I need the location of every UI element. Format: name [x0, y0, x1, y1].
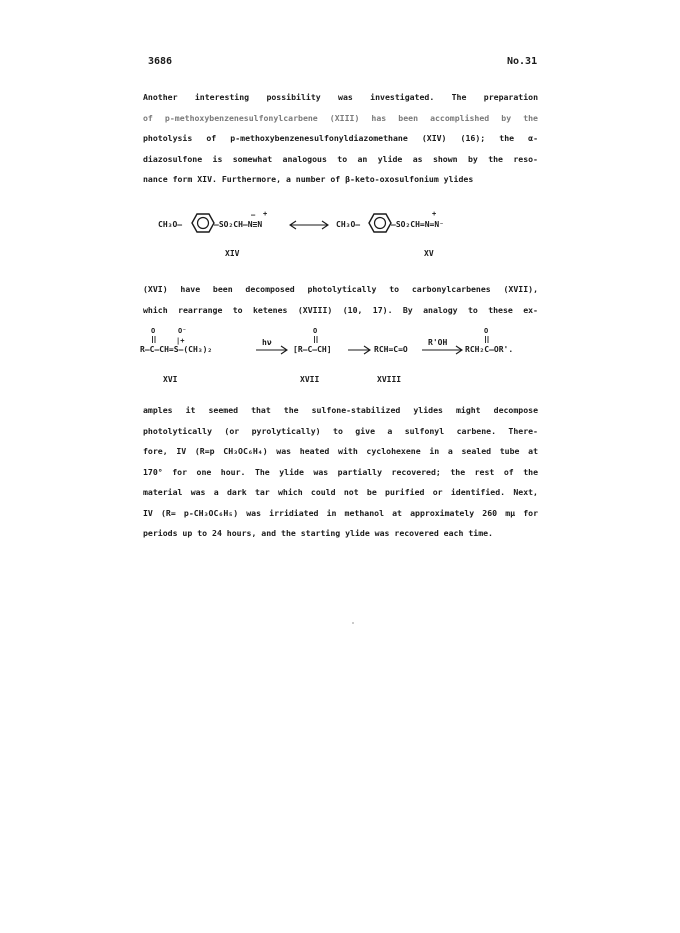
- text-line: periods up to 24 hours, and the starting ylide was recovered each time.: [143, 528, 493, 538]
- label-xiv: XIV: [225, 249, 240, 258]
- carbonyl-oxygen: O: [313, 327, 318, 335]
- carbonyl-oxygen: O: [484, 327, 489, 335]
- ketene-xviii: [374, 345, 408, 384]
- ylide-xvi: [140, 327, 212, 384]
- paragraph-1: [143, 87, 538, 190]
- text-line: fore, IV (R=p CH₃OC₆H₄) was heated with cyclohexene in a sealed tube at: [143, 446, 538, 456]
- scan-speck: [352, 622, 354, 624]
- carbene-xvii: [293, 327, 332, 384]
- resonance-scheme: [0, 204, 680, 273]
- resonance-arrow: [290, 221, 328, 229]
- structure-xv: [336, 210, 444, 258]
- methoxy-prefix: CH₃O–: [336, 220, 361, 229]
- reagent-label: R'OH: [428, 338, 448, 347]
- benzene-ring-icon: [369, 214, 391, 232]
- label-xvi: XVI: [163, 375, 178, 384]
- hv-label: hν: [262, 338, 272, 347]
- page-header: [0, 56, 680, 72]
- text-line: IV (R= p-CH₃OC₆H₅) was irridiated in methanol at approximately 260 mμ for: [143, 507, 538, 518]
- photolysis-arrow: [256, 338, 287, 354]
- structure-xiv: [158, 210, 267, 258]
- methoxy-prefix: CH₃O–: [158, 220, 183, 229]
- resonance-structures: [0, 204, 680, 269]
- ester-formula: RCH₂C–OR'.: [465, 345, 514, 354]
- text-line: amples it seemed that the sulfone-stabilized ylides might decompose: [143, 405, 538, 415]
- text-line: photolytically (or pyrolytically) to give a sulfonyl carbene. There-: [143, 425, 538, 436]
- label-xv: XV: [424, 249, 434, 258]
- text-line: which rearrange to ketenes (XVIII) (10, 17). By analogy to these ex-: [143, 304, 538, 315]
- sulfonyl-diazo-group: –SO₂CH=N=N⁻: [391, 220, 444, 229]
- carbonyl-oxygen: O: [151, 327, 156, 335]
- sulfonyl-diazo-group: –SO₂CH–N≡N: [214, 220, 263, 229]
- text-line: Another interesting possibility was investigated. The preparation: [143, 92, 538, 102]
- reaction-scheme: [0, 322, 680, 394]
- alcohol-arrow: [422, 338, 462, 354]
- issue-number: No.31: [507, 56, 538, 67]
- ester-product: [465, 327, 513, 354]
- text-line: nance form XIV. Furthermore, a number of β-keto-oxosulfonium ylides: [143, 174, 474, 184]
- carbene-formula: [R–C–CH]: [293, 345, 332, 354]
- reaction-sequence: [0, 322, 680, 390]
- sulfoxide-oxygen: O⁻: [178, 327, 187, 335]
- ketene-formula: RCH=C=O: [374, 345, 408, 354]
- ylide-formula: R–C–CH=S–(CH₃)₂: [140, 345, 213, 354]
- aromatic-circle-icon: [375, 218, 386, 229]
- text-line: material was a dark tar which could not be purified or identified. Next,: [143, 487, 538, 497]
- charge-plus: +: [432, 210, 437, 218]
- aromatic-circle-icon: [198, 218, 209, 229]
- text-line: photolysis of p-methoxybenzenesulfonyldiazomethane (XIV) (16); the α-: [143, 133, 538, 143]
- benzene-ring-icon: [192, 214, 214, 232]
- sulfonium-bond: |+: [176, 337, 185, 345]
- text-line: (XVI) have been decomposed photolytically to carbonylcarbenes (XVII),: [143, 284, 538, 294]
- label-xvii: XVII: [300, 375, 320, 384]
- page-number: 3686: [148, 56, 173, 67]
- paragraph-2: [143, 279, 538, 320]
- paragraph-3: [143, 400, 538, 544]
- text-line: 170° for one hour. The ylide was partially recovered; the rest of the: [143, 466, 538, 477]
- rearrangement-arrow: [348, 346, 370, 354]
- text-line: of p-methoxybenzenesulfonylcarbene (XIII) has been accomplished by the: [143, 112, 538, 123]
- text-line: diazosulfone is somewhat analogous to an ylide as shown by the reso-: [143, 153, 538, 164]
- label-xviii: XVIII: [377, 375, 402, 384]
- charge-plus: +: [263, 210, 268, 218]
- charge-minus: –: [251, 211, 256, 219]
